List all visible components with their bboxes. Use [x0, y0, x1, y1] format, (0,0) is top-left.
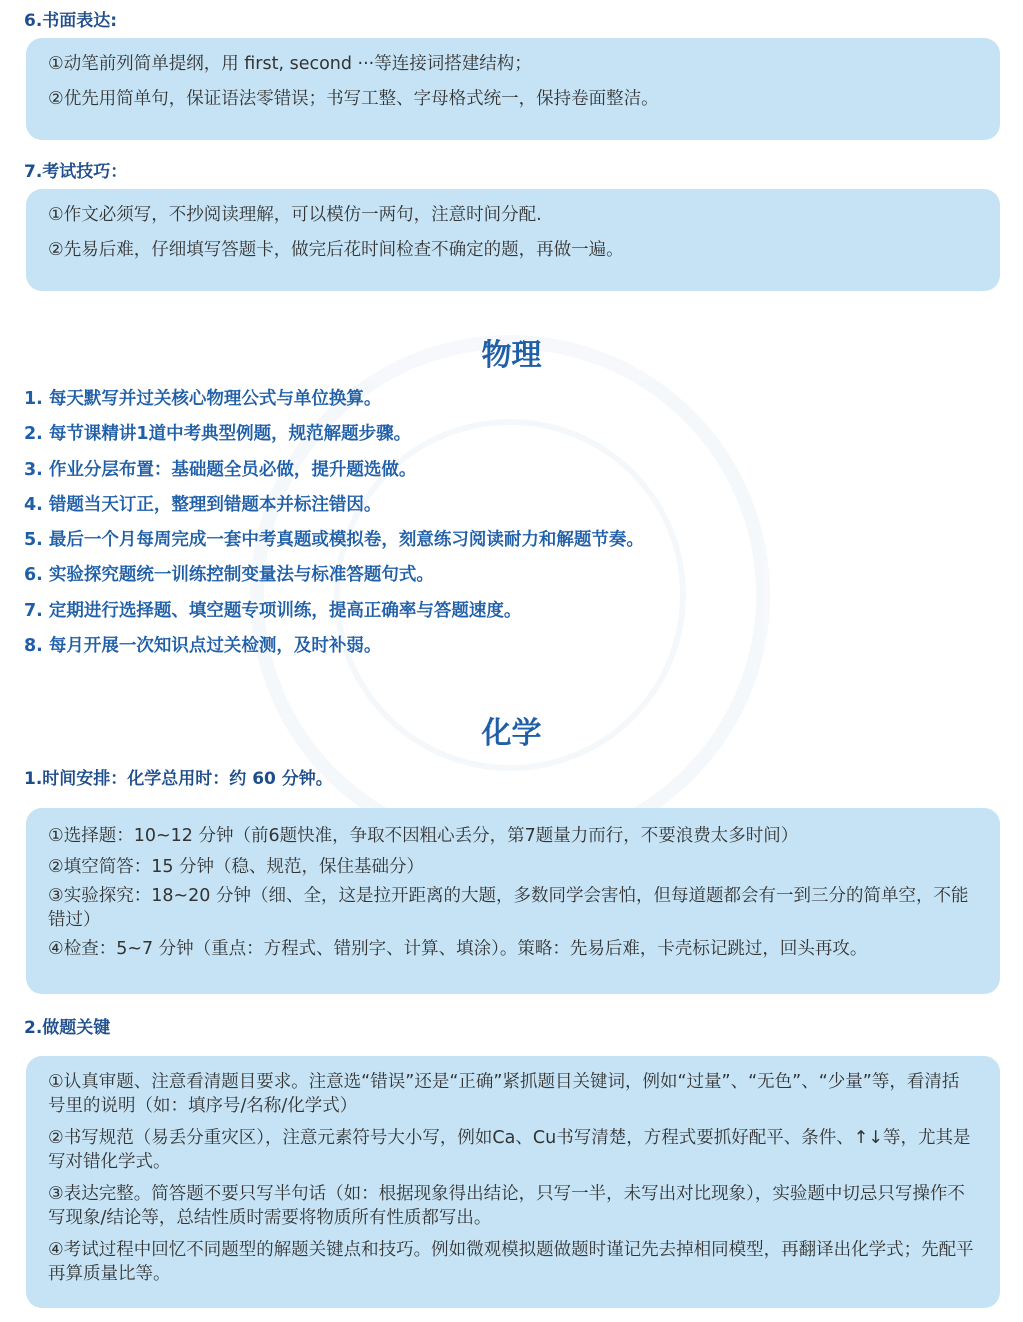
- list-item: ②先易后难，仔细填写答题卡，做完后花时间检查不确定的题，再做一遍。: [48, 240, 624, 260]
- list-item: 3. 作业分层布置：基础题全员必做，提升题选做。: [24, 459, 417, 480]
- list-item: ③表达完整。简答题不要只写半句话（如：根据现象得出结论，只写一半，未写出对比现象），实验题中切忌只写操作不写现象/结论等，总结性质时需要将物质所有性质都写出。: [48, 1184, 965, 1228]
- list-item: ④检查：5~7 分钟（重点：方程式、错别字、计算、填涂）。策略：先易后难，卡壳标记跳过，回头再攻。: [48, 939, 868, 959]
- chemistry-title: 化学: [481, 716, 542, 751]
- list-item: ②填空简答：15 分钟（稳、规范，保住基础分）: [48, 857, 425, 877]
- section-heading-writing: 6.书面表达:: [24, 11, 118, 31]
- problem-keys-box: [26, 1056, 1000, 1308]
- list-item: ②书写规范（易丢分重灾区），注意元素符号大小写，例如Ca、Cu书写清楚，方程式要抓好配平、条件、↑↓等，尤其是写对错化学式。: [48, 1128, 971, 1172]
- time-plan-box: [26, 808, 1000, 994]
- section-heading-exam-skills: 7.考试技巧：: [24, 162, 128, 182]
- section-heading-problem-keys: 2.做题关键: [24, 1018, 111, 1038]
- list-item: ①作文必须写，不抄阅读理解，可以模仿一两句，注意时间分配.: [48, 205, 542, 225]
- section-heading-time-plan: 1.时间安排：化学总用时：约 60 分钟。: [24, 769, 333, 789]
- list-item: 4. 错题当天订正，整理到错题本并标注错因。: [24, 494, 382, 515]
- exam-skills-box: [26, 189, 1000, 291]
- list-item: 8. 每月开展一次知识点过关检测，及时补弱。: [24, 636, 382, 657]
- list-item: 1. 每天默写并过关核心物理公式与单位换算。: [24, 389, 382, 409]
- physics-list: [24, 386, 644, 668]
- list-item: ④考试过程中回忆不同题型的解题关键点和技巧。例如微观模拟题做题时谨记先去掉相同模型，再翻译出化学式；先配平再算质量比等。: [48, 1240, 974, 1284]
- list-item: ③实验探究：18~20 分钟（细、全，这是拉开距离的大题，多数同学会害怕，但每道题都会有一到三分的简单空，不能错过）: [48, 886, 969, 930]
- writing-tips-box: [26, 38, 1000, 140]
- list-item: ①动笔前列简单提纲，用 first, second ···等连接词搭建结构；: [48, 54, 532, 74]
- physics-title: 物理: [481, 338, 542, 373]
- list-item: ①认真审题、注意看清题目要求。注意选“错误”还是“正确”紧抓题目关键词，例如“过量”、“无色”、“少量”等，看清括号里的说明（如：填序号/名称/化学式）: [48, 1072, 960, 1116]
- list-item: 7. 定期进行选择题、填空题专项训练，提高正确率与答题速度。: [24, 600, 522, 621]
- list-item: ①选择题：10~12 分钟（前6题快准，争取不因粗心丢分，第7题量力而行，不要浪费太多时间）: [48, 826, 799, 846]
- list-item: 5. 最后一个月每周完成一套中考真题或模拟卷，刻意练习阅读耐力和解题节奏。: [24, 530, 644, 551]
- list-item: ②优先用简单句，保证语法零错误；书写工整、字母格式统一，保持卷面整洁。: [48, 89, 659, 109]
- list-item: 2. 每节课精讲1道中考典型例题，规范解题步骤。: [24, 424, 412, 445]
- list-item: 6. 实验探究题统一训练控制变量法与标准答题句式。: [24, 565, 434, 586]
